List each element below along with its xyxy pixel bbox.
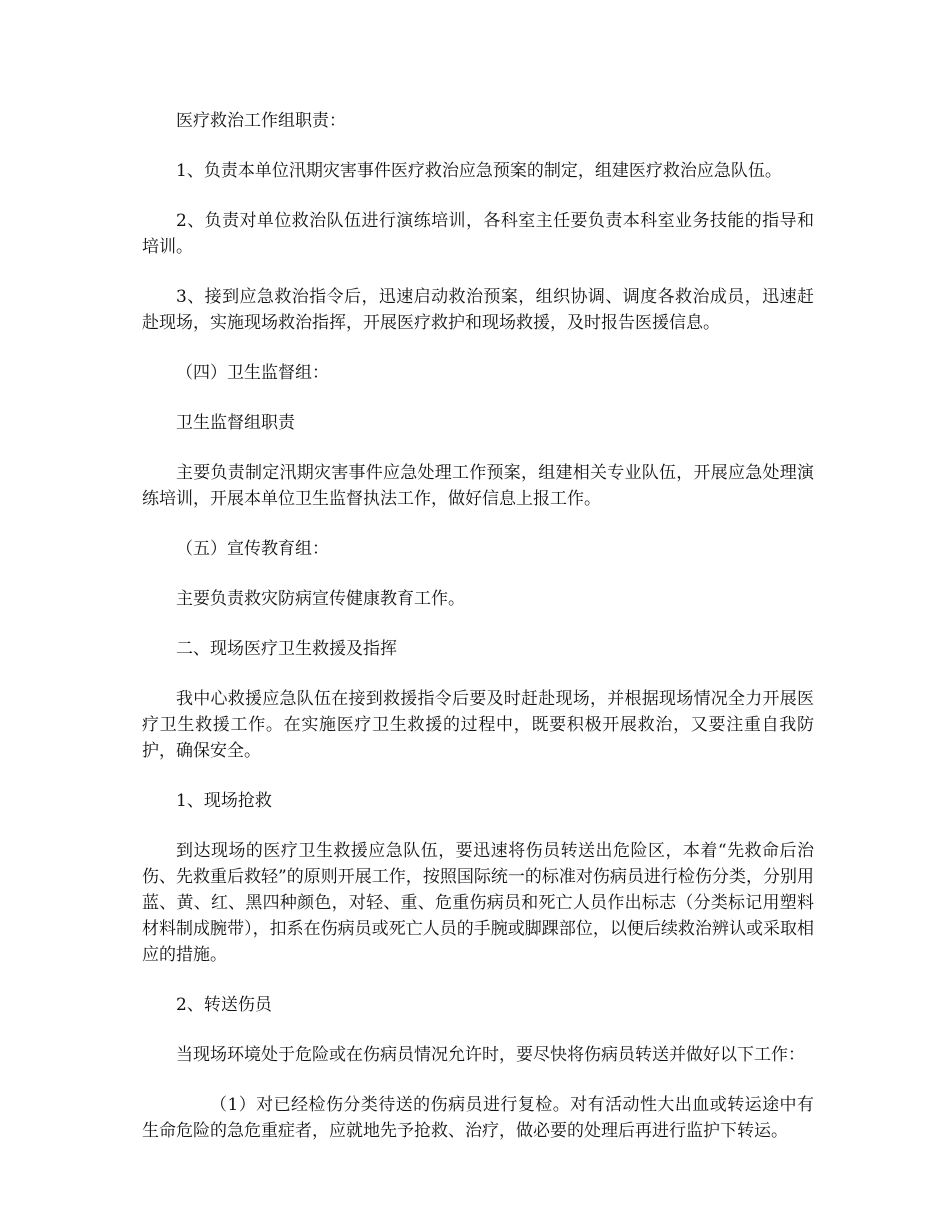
paragraph-supervision-duties: 主要负责制定汛期灾害事件应急处理工作预案，组建相关专业队伍，开展应急处理演练培训，开展本单位卫生监督执法工作，做好信息上报工作。 bbox=[142, 463, 814, 509]
section-heading-onsite-rescue: 二、现场医疗卫生救援及指挥 bbox=[176, 639, 397, 659]
subheading-transfer-wounded: 2、转送伤员 bbox=[176, 995, 272, 1015]
subheading-onsite-emergency: 1、现场抢救 bbox=[176, 791, 272, 811]
paragraph-onsite-rescue-intro: 我中心救援应急队伍在接到救援指令后要及时赶赴现场，并根据现场情况全力开展医疗卫生救援工作。在实施医疗卫生救援的过程中，既要积极开展救治，又要注重自我防护，确保安全。 bbox=[142, 689, 814, 761]
paragraph-item-1: 1、负责本单位汛期灾害事件医疗救治应急预案的制定，组建医疗救治应急队伍。 bbox=[176, 161, 782, 181]
paragraph-item-2: 2、负责对单位救治队伍进行演练培训，各科室主任要负责本科室业务技能的指导和培训。 bbox=[142, 211, 814, 257]
paragraph-transfer-intro: 当现场环境处于危险或在伤病员情况允许时，要尽快将伤病员转送并做好以下工作： bbox=[176, 1045, 805, 1065]
paragraph-transfer-item-1: （1）对已经检伤分类待送的伤病员进行复检。对有活动性大出血或转运途中有生命危险的急危重症者，应就地先予抢救、治疗，做必要的处理后再进行监护下转运。 bbox=[142, 1095, 814, 1141]
document-page bbox=[142, 108, 814, 1168]
section-heading-health-supervision: （四）卫生监督组： bbox=[176, 363, 329, 383]
paragraph-onsite-emergency: 到达现场的医疗卫生救援应急队伍，要迅速将伤员转送出危险区，本着“先救命后治伤、先救重后救轻”的原则开展工作，按照国际统一的标准对伤病员进行检伤分类，分别用蓝、黄、红、黑四种颜色，对轻、重、危重伤病员和死亡人员作出标志（分类标记用塑料材料制成腕带），扣系在伤病员或死亡人员的手腕或脚踝部位，以便后续救治辨认或采取相应的措施。 bbox=[142, 841, 814, 965]
subheading-supervision-duties: 卫生监督组职责 bbox=[176, 413, 295, 433]
paragraph-item-3: 3、接到应急救治指令后，迅速启动救治预案，组织协调、调度各救治成员，迅速赶赴现场，实施现场救治指挥，开展医疗救护和现场救援，及时报告医援信息。 bbox=[142, 287, 814, 333]
paragraph-publicity-duties: 主要负责救灾防病宣传健康教育工作。 bbox=[176, 589, 465, 609]
section-heading-publicity-education: （五）宣传教育组： bbox=[176, 539, 329, 559]
section-title-medical-treatment: 医疗救治工作组职责： bbox=[176, 111, 346, 131]
